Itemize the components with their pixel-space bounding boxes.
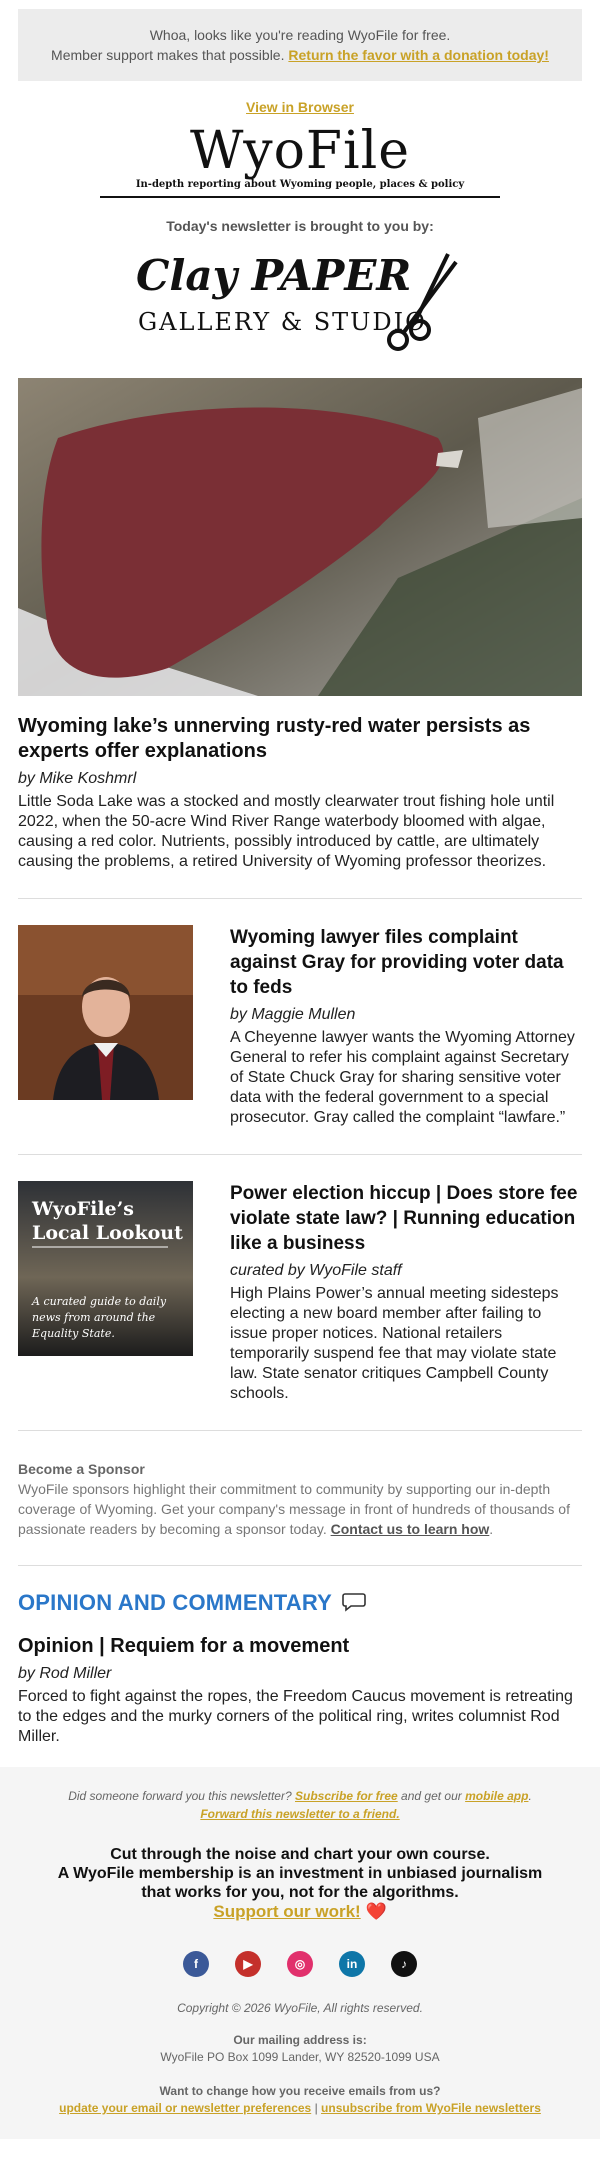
lookout-title1: WyoFile’s — [32, 1198, 134, 1220]
mobile-app-link[interactable]: mobile app — [465, 1789, 529, 1803]
forward-friend-link[interactable]: Forward this newsletter to a friend. — [200, 1807, 400, 1821]
opinion-headline[interactable]: Opinion | Requiem for a movement — [18, 1635, 350, 1657]
sponsor-lead: Today's newsletter is brought to you by: — [166, 218, 434, 234]
update-preferences-link[interactable]: update your email or newsletter preferences — [59, 2101, 312, 2115]
donate-link[interactable]: Return the favor with a donation today! — [288, 47, 549, 63]
banner-line2: Member support makes that possible. — [51, 47, 285, 63]
contact-us-link[interactable]: Contact us to learn how — [330, 1521, 490, 1537]
story-lawyer-thumbnail[interactable] — [18, 925, 193, 1100]
lead-story-image[interactable] — [18, 378, 582, 696]
masthead-rule — [100, 196, 500, 198]
email-settings-links — [18, 2101, 582, 2115]
speech-bubble-icon — [342, 1592, 366, 1612]
become-sponsor-body: WyoFile sponsors highlight their commitment to community by supporting our in-depth coverage of Wyoming. Get your company's message in front of hundreds of thousands of passionate readers by becoming a sponsor today. Contact us to learn how. — [18, 1481, 570, 1537]
support-line — [18, 1902, 582, 1921]
mailing-address: WyoFile PO Box 1099 Lander, WY 82520-1099 USA — [160, 2050, 440, 2064]
lookout-sub3: Equality State. — [32, 1327, 115, 1340]
donation-banner — [18, 9, 582, 81]
banner-line2-wrap — [38, 45, 562, 65]
wyofile-tagline: In-depth reporting about Wyoming people, places & policy — [135, 179, 465, 190]
change-heading: Want to change how you receive emails from us? — [159, 2084, 441, 2098]
become-sponsor — [0, 1459, 600, 1539]
forward-text: Did someone forward you this newsletter? — [68, 1789, 292, 1803]
masthead[interactable] — [0, 121, 600, 198]
story-local-lookout — [0, 1181, 600, 1404]
lookout-title2: Local Lookout — [32, 1222, 183, 1244]
clay-paper-logo[interactable] — [130, 244, 470, 354]
view-in-browser-link[interactable]: View in Browser — [246, 99, 354, 115]
sponsor-logo-line2: GALLERY & STUDIO — [138, 308, 427, 336]
lead-story-byline: by Mike Koshmrl — [18, 770, 137, 787]
banner-line1: Whoa, looks like you're reading WyoFile for free. — [149, 27, 451, 43]
story-lawyer-headline[interactable]: Wyoming lawyer files complaint against Gray for providing voter data to feds — [230, 927, 564, 998]
divider — [18, 898, 582, 899]
story-local-lookout-headline[interactable]: Power election hiccup | Does store fee violate state law? | Running education like a business — [230, 1183, 578, 1254]
social-links — [18, 1951, 582, 1977]
lead-story-blurb: Little Soda Lake was a stocked and mostly clearwater trout fishing hole until 2022, when the 50-acre Wind River Range waterbody bloomed with algae, causing a red color. Nutrients, possibly introduced by cattle, are ultimately causing the problems, a retired University of Wyoming professor theorizes. — [18, 793, 555, 870]
view-in-browser-wrap — [0, 99, 600, 115]
tiktok-icon[interactable]: ♪ — [391, 1951, 417, 1977]
lead-story — [0, 714, 600, 872]
forward-text2: and get our — [401, 1789, 462, 1803]
divider — [18, 1565, 582, 1566]
become-sponsor-text: WyoFile sponsors highlight their commitment to community by supporting our in-depth coverage of Wyoming. Get your company's message in front of hundreds of thousands of passionate readers by becoming a sponsor today. — [18, 1481, 570, 1537]
link-separator: | — [314, 2101, 318, 2115]
lookout-sub2: news from around the — [32, 1311, 156, 1324]
forward-note: Did someone forward you this newsletter? Subscribe for free and get our mobile app. Forward this newsletter to a friend. — [68, 1789, 532, 1821]
pitch-line2: A WyoFile membership is an investment in unbiased journalism — [57, 1865, 543, 1882]
divider — [18, 1154, 582, 1155]
heart-icon: ❤️ — [365, 1902, 387, 1921]
footer — [0, 1767, 600, 2139]
story-local-lookout-byline: curated by WyoFile staff — [230, 1262, 402, 1279]
instagram-icon[interactable]: ◎ — [287, 1951, 313, 1977]
youtube-icon[interactable]: ▶ — [235, 1951, 261, 1977]
divider — [18, 1430, 582, 1431]
lead-story-headline[interactable]: Wyoming lake’s unnerving rusty-red water persists as experts offer explanations — [18, 715, 531, 762]
lookout-sub1: A curated guide to daily — [32, 1295, 167, 1308]
story-lawyer-blurb: A Cheyenne lawyer wants the Wyoming Attorney General to refer his complaint against Secretary of State Chuck Gray for sharing sensitive voter data with the federal government to a special prosecutor. Gray called the complaint “lawfare.” — [230, 1029, 575, 1126]
pitch-line3: that works for you, not for the algorithms. — [141, 1884, 459, 1901]
story-lawyer-text — [230, 925, 582, 1128]
become-sponsor-title: Become a Sponsor — [18, 1461, 145, 1477]
linkedin-icon[interactable]: in — [339, 1951, 365, 1977]
subscribe-link[interactable]: Subscribe for free — [295, 1789, 398, 1803]
opinion-section-header — [0, 1590, 600, 1616]
opinion-blurb: Forced to fight against the ropes, the Freedom Caucus movement is retreating to the edges and the murky corners of the political ring, writes columnist Rod Miller. — [18, 1688, 573, 1745]
opinion-story — [0, 1634, 600, 1747]
local-lookout-thumbnail[interactable] — [18, 1181, 193, 1356]
opinion-byline: by Rod Miller — [18, 1665, 112, 1682]
membership-pitch — [18, 1845, 582, 1921]
wyofile-logo: WyoFile — [189, 121, 411, 181]
sponsor-logo-line1: Clay PAPER — [136, 251, 412, 300]
story-local-lookout-blurb: High Plains Power’s annual meeting sidesteps electing a new board member after failing to issue proper notices. National retailers temporarily suspend fee that may violate state law. State senator critiques Campbell County schools. — [230, 1285, 559, 1402]
facebook-icon[interactable]: f — [183, 1951, 209, 1977]
mailing-heading: Our mailing address is: — [233, 2033, 367, 2047]
unsubscribe-link[interactable]: unsubscribe from WyoFile newsletters — [321, 2101, 541, 2115]
story-local-lookout-text — [230, 1181, 582, 1404]
story-lawyer-byline: by Maggie Mullen — [230, 1006, 356, 1023]
support-link[interactable]: Support our work! — [213, 1902, 361, 1921]
story-lawyer-complaint — [0, 925, 600, 1128]
opinion-section-title: OPINION AND COMMENTARY — [18, 1590, 332, 1615]
pitch-line1: Cut through the noise and chart your own course. — [110, 1846, 490, 1863]
copyright: Copyright © 2026 WyoFile, All rights reserved. — [177, 2001, 423, 2015]
